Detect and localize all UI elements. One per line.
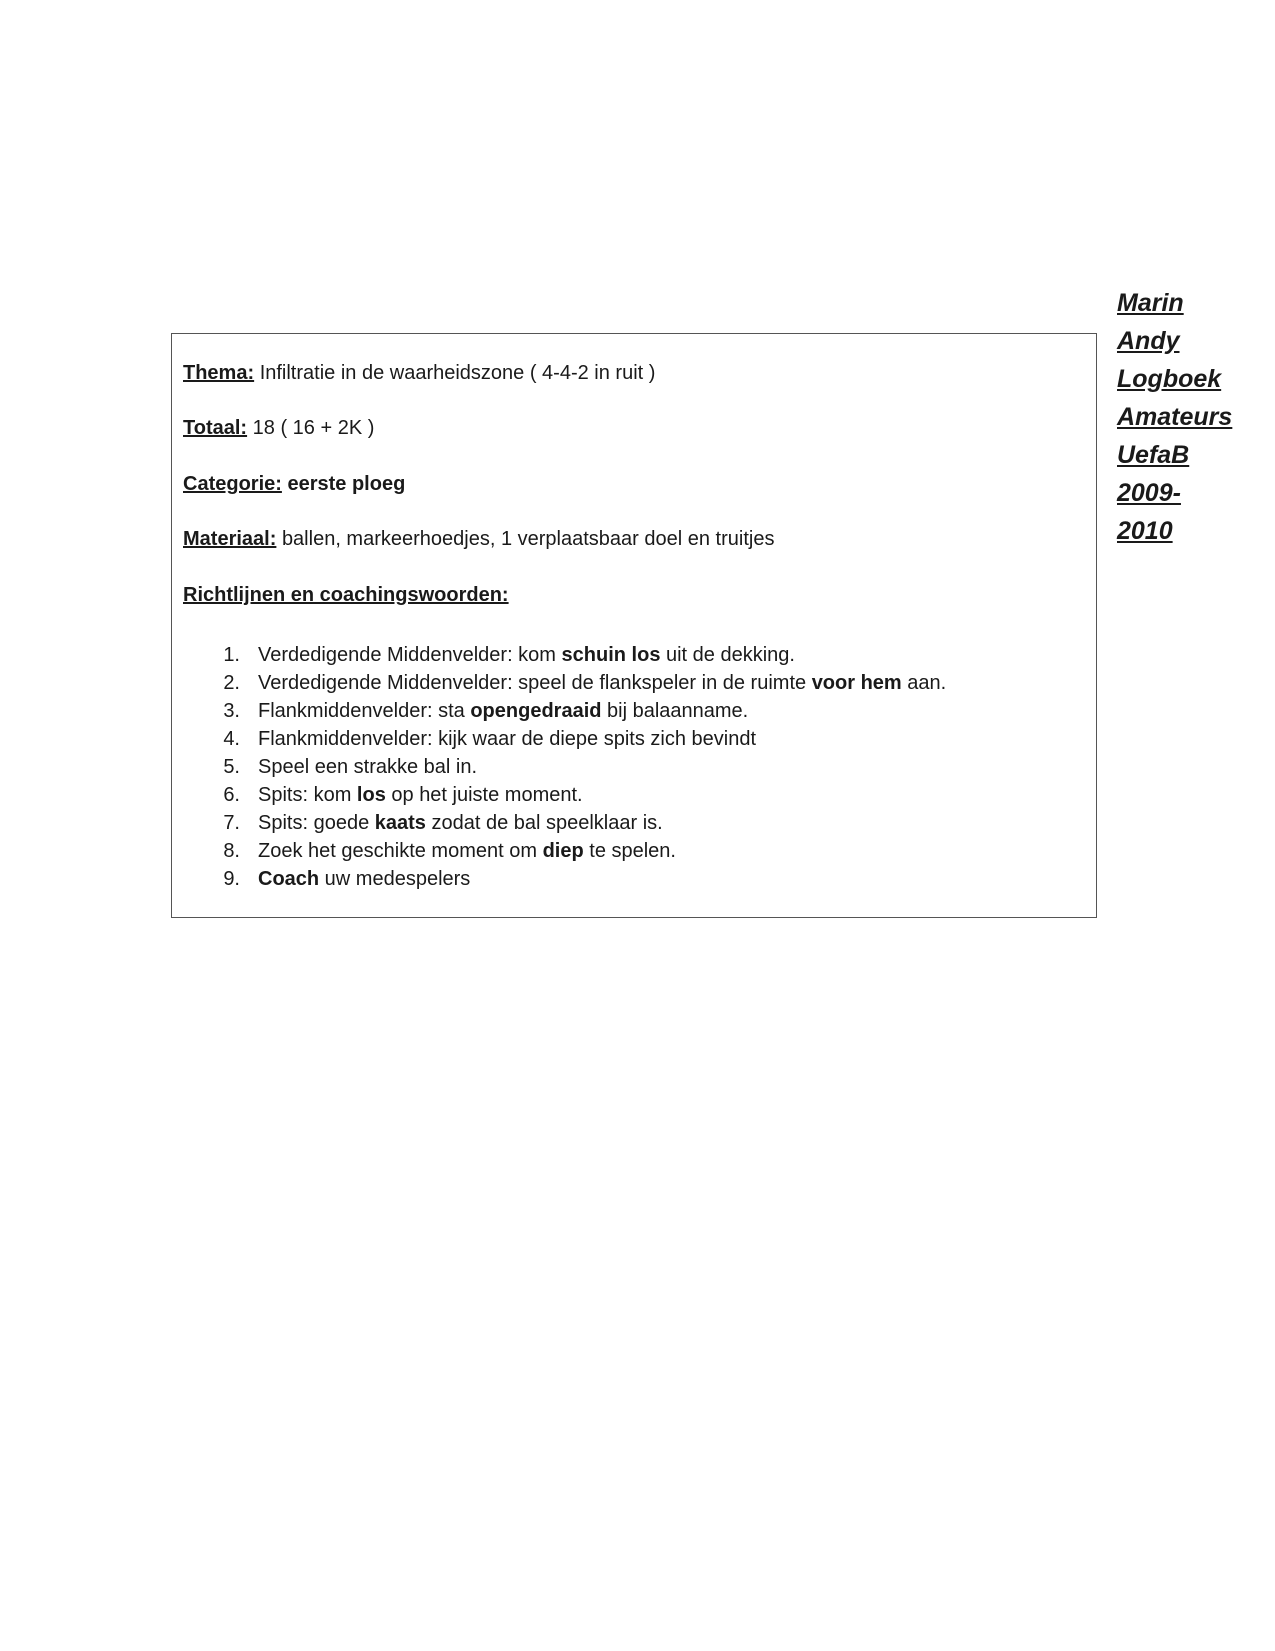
thema-value: Infiltratie in de waarheidszone ( 4-4-2 in ruit ) <box>259 362 656 384</box>
list-number: 9. <box>223 868 240 890</box>
totaal-field <box>183 415 374 441</box>
materiaal-label: Materiaal: <box>183 528 277 550</box>
list-number: 3. <box>223 700 240 722</box>
categorie-value: eerste ploeg <box>287 473 406 495</box>
thema-label: Thema: <box>183 362 255 384</box>
richtlijnen-heading: Richtlijnen en coachingswoorden: <box>183 584 509 606</box>
list-item <box>183 865 471 893</box>
materiaal-field <box>183 526 774 552</box>
list-text: Spits: goede kaats zodat de bal speelklaar is. <box>258 812 663 834</box>
list-number: 5. <box>223 756 240 778</box>
list-text: Flankmiddenvelder: sta opengedraaid bij balaanname. <box>258 700 749 722</box>
categorie-label: Categorie: <box>183 473 282 495</box>
author-line: Marin <box>1117 289 1184 317</box>
totaal-value: 18 ( 16 + 2K ) <box>252 417 375 439</box>
author-line: 2010 <box>1117 517 1173 545</box>
list-number: 6. <box>223 784 240 806</box>
list-text: Verdedigende Middenvelder: speel de flankspeler in de ruimte voor hem aan. <box>258 672 947 694</box>
list-item <box>183 725 757 753</box>
author-line: 2009- <box>1117 479 1181 507</box>
list-item <box>183 641 795 669</box>
list-number: 8. <box>223 840 240 862</box>
author-line: UefaB <box>1117 441 1190 469</box>
list-item <box>183 837 676 865</box>
author-line: Logboek <box>1117 365 1222 393</box>
materiaal-value: ballen, markeerhoedjes, 1 verplaatsbaar doel en truitjes <box>281 528 775 550</box>
list-item <box>183 697 749 725</box>
list-text: Flankmiddenvelder: kijk waar de diepe spits zich bevindt <box>258 728 757 750</box>
richtlijnen-heading-field <box>183 582 509 608</box>
totaal-label: Totaal: <box>183 417 248 439</box>
author-line: Andy <box>1117 327 1180 355</box>
list-item <box>183 753 478 781</box>
list-item <box>183 669 947 697</box>
categorie-field <box>183 471 405 497</box>
list-text: Coach uw medespelers <box>258 868 471 890</box>
thema-field <box>183 360 655 386</box>
list-number: 4. <box>223 728 240 750</box>
list-text: Verdedigende Middenvelder: kom schuin los uit de dekking. <box>258 644 795 666</box>
list-text: Spits: kom los op het juiste moment. <box>258 784 583 806</box>
coaching-list <box>183 641 947 893</box>
list-number: 2. <box>223 672 240 694</box>
list-item <box>183 781 583 809</box>
list-item <box>183 809 663 837</box>
list-number: 7. <box>223 812 240 834</box>
author-line: Amateurs <box>1117 403 1233 431</box>
author-block <box>1117 284 1267 550</box>
list-text: Speel een strakke bal in. <box>258 756 478 778</box>
list-number: 1. <box>223 644 240 666</box>
list-text: Zoek het geschikte moment om diep te spelen. <box>258 840 676 862</box>
